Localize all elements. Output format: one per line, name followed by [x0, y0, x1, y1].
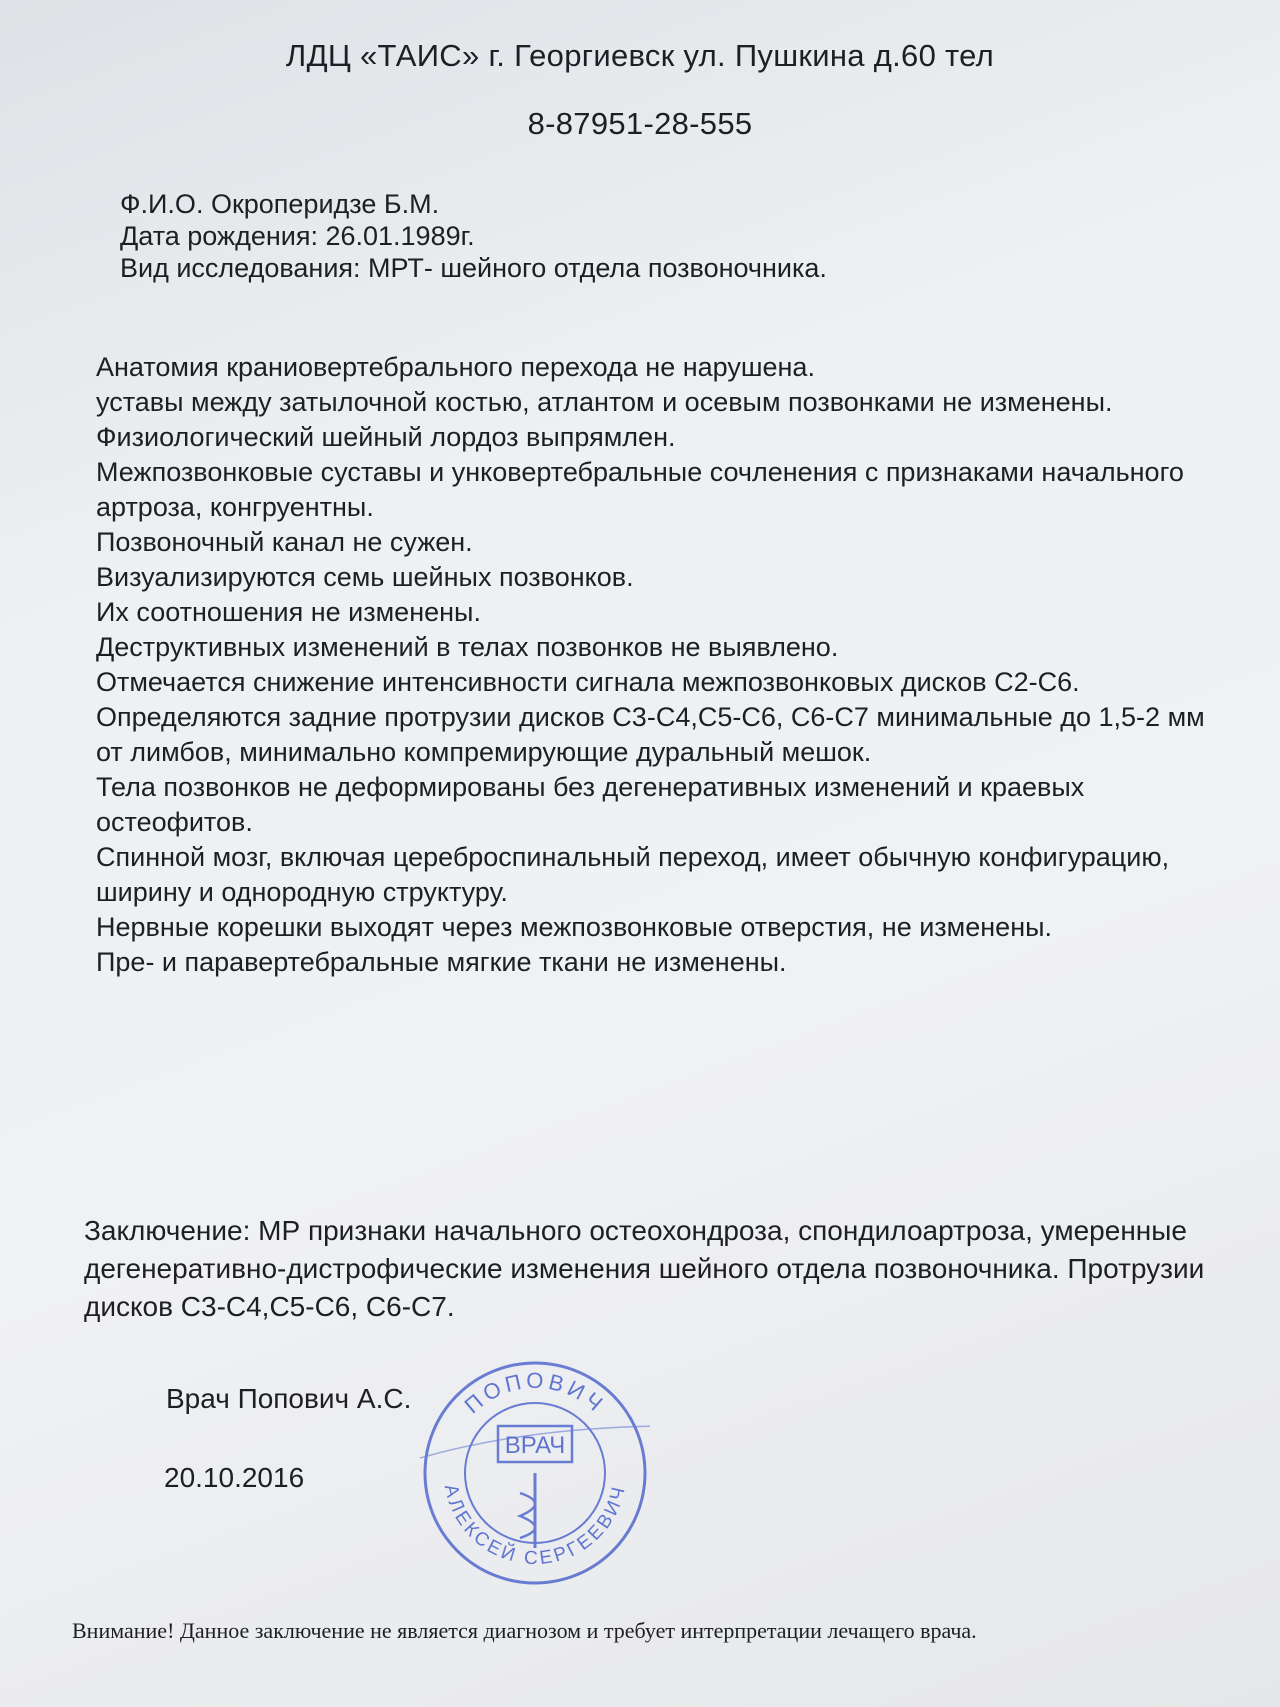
finding-line: Их соотношения не изменены. — [96, 597, 481, 627]
doctor-signature: Врач Попович А.С. — [166, 1383, 412, 1414]
finding-line: Анатомия краниовертебрального перехода не нарушена. — [96, 352, 815, 382]
patient-name: Ф.И.О. Окроперидзе Б.М. — [120, 189, 440, 219]
stamp-center-text: ВРАЧ — [504, 1432, 566, 1459]
finding-line: Визуализируются семь шейных позвонков. — [96, 562, 634, 592]
finding-line: Позвоночный канал не сужен. — [96, 527, 473, 557]
finding-line: Деструктивных изменений в телах позвонков не выявлено. — [96, 632, 839, 662]
conclusion-block — [84, 1212, 1234, 1326]
conclusion-text: Заключение: МР признаки начального остеохондроза, спондилоартроза, умеренные дегенеративно-дистрофические изменения шейного отдела позвоночника. Протрузии дисков С3-С4,С5-С6, С6-С7. — [84, 1215, 1205, 1322]
finding-line: уставы между затылочной костью, атлантом и осевым позвонками не изменены. — [96, 387, 1113, 417]
finding-line: Физиологический шейный лордоз выпрямлен. — [96, 422, 676, 452]
finding-line: Пре- и паравертебральные мягкие ткани не изменены. — [96, 947, 787, 977]
report-date: 20.10.2016 — [164, 1462, 305, 1493]
clinic-header: ЛДЦ «ТАИС» г. Георгиевск ул. Пушкина д.60 тел — [285, 38, 995, 73]
finding-line: Межпозвонковые суставы и унковертебральные сочленения с признаками начального артроза, конгруентны. — [96, 457, 1184, 522]
finding-line: Отмечается снижение интенсивности сигнала межпозвонковых дисков С2-С6. — [96, 667, 1080, 697]
stamp-top-text: ПОПОВИЧ — [459, 1367, 611, 1419]
clinic-phone: 8-87951-28-555 — [527, 106, 753, 141]
finding-line: Спинной мозг, включая цереброспинальный переход, имеет обычную конфигурацию, ширину и однородную структуру. — [96, 842, 1170, 907]
stamp-bottom-text: АЛЕКСЕЙ СЕРГЕЕВИЧ — [439, 1482, 631, 1570]
doctor-stamp — [420, 1358, 650, 1588]
finding-line: Нервные корешки выходят через межпозвонковые отверстия, не изменены. — [96, 912, 1053, 942]
finding-line: Тела позвонков не деформированы без дегенеративных изменений и краевых остеофитов. — [96, 772, 1085, 837]
patient-birthdate: Дата рождения: 26.01.1989г. — [120, 221, 475, 251]
study-type: Вид исследования: МРТ- шейного отдела позвоночника. — [120, 253, 827, 283]
disclaimer-note: Внимание! Данное заключение не является диагнозом и требует интерпретации лечащего врача. — [72, 1618, 977, 1643]
findings-block — [96, 350, 1226, 980]
finding-line: Определяются задние протрузии дисков С3-С4,С5-С6, С6-С7 минимальные до 1,5-2 мм от лимбов, минимально компремирующие дуральный мешок. — [96, 702, 1205, 767]
